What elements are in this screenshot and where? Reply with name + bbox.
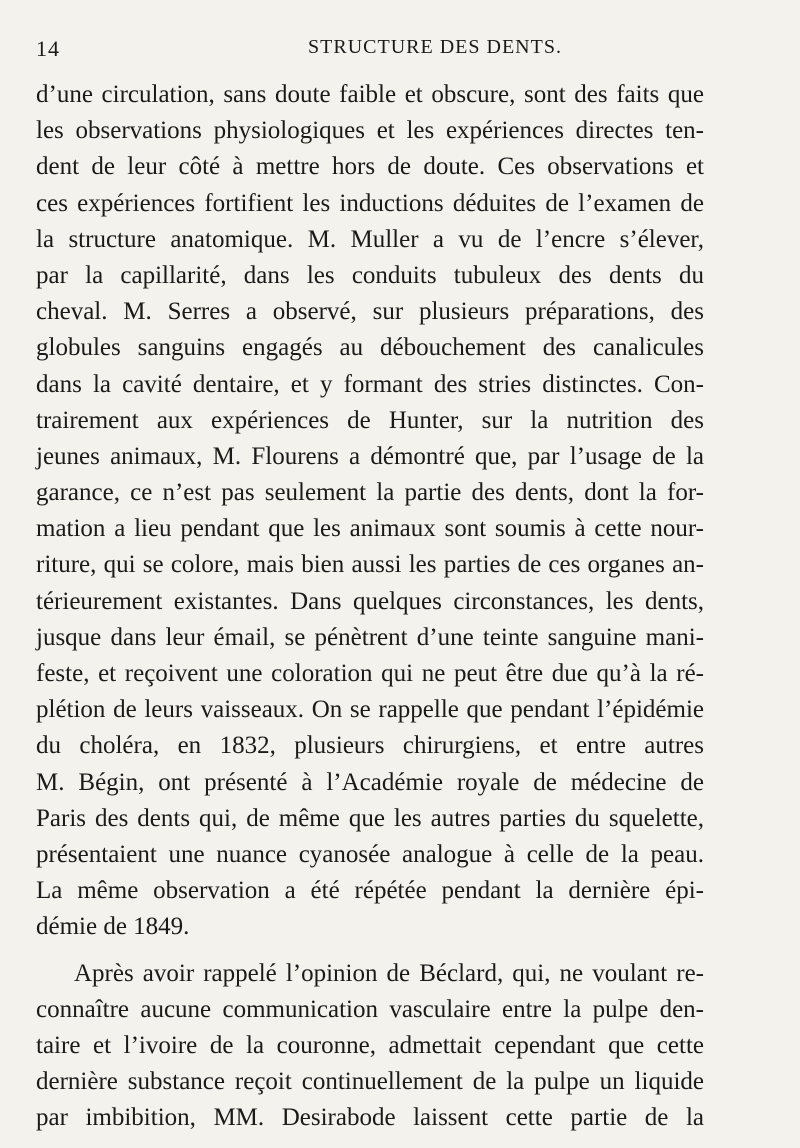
text-line: connaître aucune communication vasculaire entre la pulpe den- bbox=[36, 995, 704, 1023]
paragraph-2 bbox=[36, 956, 704, 1137]
text-line: Après avoir rappelé l’opinion de Béclard, qui, ne voulant re- bbox=[74, 959, 704, 987]
text-line: jusque dans leur émail, se pénètrent d’une teinte sanguine mani- bbox=[36, 623, 704, 651]
text-line: démie de 1849. bbox=[36, 913, 190, 941]
text-line: taire et l’ivoire de la couronne, admettait cependant que cette bbox=[36, 1031, 704, 1059]
body-text bbox=[36, 77, 704, 1136]
text-line: dent de leur côté à mettre hors de doute. Ces observations et bbox=[36, 153, 704, 181]
text-line: plétion de leurs vaisseaux. On se rappelle que pendant l’épidémie bbox=[36, 696, 704, 724]
text-line: mation a lieu pendant que les animaux sont soumis à cette nour- bbox=[36, 515, 704, 543]
text-line: présentaient une nuance cyanosée analogue à celle de la peau. bbox=[36, 840, 704, 868]
text-line: ces expériences fortifient les inductions déduites de l’examen de bbox=[36, 189, 704, 217]
text-line: d’une circulation, sans doute faible et obscure, sont des faits que bbox=[36, 81, 704, 108]
text-line: M. Bégin, ont présenté à l’Académie royale de médecine de bbox=[36, 768, 704, 796]
text-line: feste, et reçoivent une coloration qui ne peut être due qu’à la ré- bbox=[36, 660, 704, 687]
text-line: riture, qui se colore, mais bien aussi les parties de ces organes an- bbox=[36, 551, 704, 579]
text-line: La même observation a été répétée pendant la dernière épi- bbox=[36, 877, 704, 905]
text-line: globules sanguins engagés au débouchement des canalicules bbox=[36, 334, 704, 362]
text-line: par imbibition, MM. Desirabode laissent cette partie de la bbox=[36, 1104, 704, 1132]
text-line: cheval. M. Serres a observé, sur plusieurs préparations, des bbox=[36, 298, 704, 326]
paragraph-1 bbox=[36, 77, 704, 946]
running-title: STRUCTURE DES DENTS. bbox=[308, 36, 562, 58]
text-line: la structure anatomique. M. Muller a vu de l’encre s’élever, bbox=[36, 225, 704, 253]
paragraph-gap bbox=[36, 946, 704, 956]
text-line: garance, ce n’est pas seulement la partie des dents, dont la for- bbox=[36, 479, 704, 507]
text-line: du choléra, en 1832, plusieurs chirurgiens, et entre autres bbox=[36, 732, 704, 760]
running-head bbox=[36, 30, 704, 64]
text-line: par la capillarité, dans les conduits tubuleux des dents du bbox=[36, 261, 704, 289]
text-line: trairement aux expériences de Hunter, sur la nutrition des bbox=[36, 406, 704, 434]
text-line: jeunes animaux, M. Flourens a démontré que, par l’usage de la bbox=[36, 442, 704, 470]
text-line: les observations physiologiques et les expériences directes ten- bbox=[36, 117, 704, 145]
text-line: térieurement existantes. Dans quelques circonstances, les dents, bbox=[36, 587, 704, 615]
text-line: dans la cavité dentaire, et y formant des stries distinctes. Con- bbox=[36, 370, 704, 398]
text-line: Paris des dents qui, de même que les autres parties du squelette, bbox=[36, 804, 704, 832]
page-number: 14 bbox=[36, 36, 60, 61]
text-line: dernière substance reçoit continuellement de la pulpe un liquide bbox=[36, 1068, 704, 1096]
